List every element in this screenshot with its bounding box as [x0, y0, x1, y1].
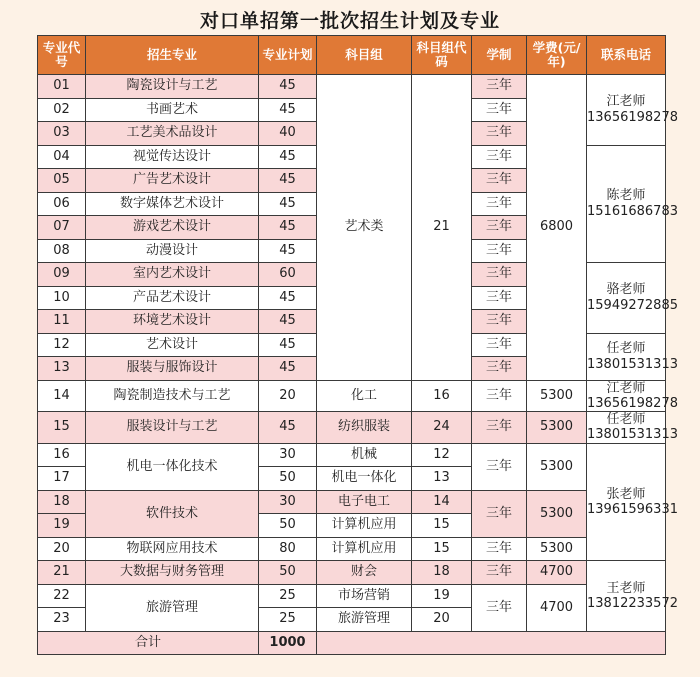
header-years: 学制: [472, 36, 527, 75]
cell-code: 09: [38, 263, 86, 287]
contact-phone: 15949272885: [587, 297, 678, 313]
cell-group: 纺织服装: [317, 412, 412, 444]
cell-major: 书画艺术: [86, 98, 259, 122]
cell-group-art: 艺术类: [317, 75, 412, 381]
contact-phone: 13801531313: [587, 356, 678, 372]
cell-contact-chen: [587, 145, 678, 263]
contact-name: 任老师: [606, 341, 646, 357]
cell-fee-art: 6800: [527, 75, 587, 381]
cell-group-code: 15: [412, 537, 472, 561]
cell-major: 陶瓷制造技术与工艺: [86, 380, 259, 412]
cell-contact-luo: [587, 263, 678, 334]
cell-code: 06: [38, 192, 86, 216]
cell-group-code: 20: [412, 608, 472, 632]
cell-fee-soft: 5300: [527, 490, 587, 537]
cell-years: 三年: [472, 537, 527, 561]
cell-code: 15: [38, 412, 86, 444]
total-row: [38, 631, 666, 655]
cell-group-code: 12: [412, 443, 472, 467]
cell-years: 三年: [472, 98, 527, 122]
cell-major: 动漫设计: [86, 239, 259, 263]
cell-major: 大数据与财务管理: [86, 561, 259, 585]
cell-plan: 25: [259, 584, 317, 608]
cell-group: 机电一体化: [317, 467, 412, 491]
cell-plan: 45: [259, 192, 317, 216]
cell-plan: 45: [259, 75, 317, 99]
contact-name: 骆老师: [606, 282, 646, 298]
cell-major: 物联网应用技术: [86, 537, 259, 561]
cell-group-code: 16: [412, 380, 472, 412]
cell-group: 财会: [317, 561, 412, 585]
cell-plan: 60: [259, 263, 317, 287]
table-row: [38, 380, 666, 412]
cell-years-tour: 三年: [472, 584, 527, 631]
cell-plan: 45: [259, 145, 317, 169]
cell-years: 三年: [472, 192, 527, 216]
cell-fee: 5300: [527, 380, 587, 412]
contact-phone: 13656198278: [587, 109, 678, 125]
cell-group-code: 19: [412, 584, 472, 608]
cell-plan: 50: [259, 561, 317, 585]
cell-code: 17: [38, 467, 86, 491]
contact-phone: 13812233572: [587, 596, 678, 612]
cell-group: 化工: [317, 380, 412, 412]
cell-contact-jiang: [587, 75, 678, 146]
cell-group-code: 24: [412, 412, 472, 444]
cell-years-soft: 三年: [472, 490, 527, 537]
cell-major-mech: 机电一体化技术: [86, 443, 259, 490]
cell-major-tour: 旅游管理: [86, 584, 259, 631]
cell-plan: 40: [259, 122, 317, 146]
cell-fee-tour: 4700: [527, 584, 587, 631]
cell-code: 18: [38, 490, 86, 514]
cell-plan: 50: [259, 514, 317, 538]
cell-major: 环境艺术设计: [86, 310, 259, 334]
cell-contact-ren: [587, 333, 678, 380]
cell-plan: 80: [259, 537, 317, 561]
header-fee: 学费(元/年): [527, 36, 587, 75]
table-row: [38, 537, 666, 561]
cell-major: 室内艺术设计: [86, 263, 259, 287]
contact-phone: 13961596331: [587, 502, 678, 518]
cell-plan: 20: [259, 380, 317, 412]
cell-code: 04: [38, 145, 86, 169]
cell-years: 三年: [472, 216, 527, 240]
contact-phone: 13801531313: [587, 427, 678, 443]
cell-code: 19: [38, 514, 86, 538]
cell-code: 05: [38, 169, 86, 193]
cell-fee-mech: 5300: [527, 443, 587, 490]
header-row: [38, 36, 666, 75]
contact-phone: 15161686783: [587, 203, 678, 219]
cell-years: 三年: [472, 561, 527, 585]
cell-group-code: 13: [412, 467, 472, 491]
cell-plan: 30: [259, 490, 317, 514]
cell-contact-wang: [587, 561, 678, 632]
total-empty: [317, 631, 666, 655]
cell-years: 三年: [472, 286, 527, 310]
header-group: 科目组: [317, 36, 412, 75]
contact-name: 陈老师: [606, 188, 646, 204]
cell-years: 三年: [472, 357, 527, 381]
cell-plan: 45: [259, 216, 317, 240]
cell-years: 三年: [472, 169, 527, 193]
table-row: [38, 443, 666, 467]
page-title: 对口单招第一批次招生计划及专业: [199, 10, 500, 32]
cell-years: 三年: [472, 75, 527, 99]
cell-years: 三年: [472, 263, 527, 287]
header-code: 专业代号: [38, 36, 86, 75]
cell-code: 11: [38, 310, 86, 334]
enrollment-plan-table: [37, 35, 678, 655]
cell-code: 21: [38, 561, 86, 585]
cell-major: 产品艺术设计: [86, 286, 259, 310]
cell-group: 市场营销: [317, 584, 412, 608]
header-contact: 联系电话: [587, 36, 666, 75]
contact-name: 王老师: [606, 580, 646, 596]
cell-major: 游戏艺术设计: [86, 216, 259, 240]
header-plan: 专业计划: [259, 36, 317, 75]
cell-code: 22: [38, 584, 86, 608]
cell-group-code-art: 21: [412, 75, 472, 381]
cell-group-code: 18: [412, 561, 472, 585]
cell-group: 计算机应用: [317, 514, 412, 538]
cell-fee: 4700: [527, 561, 587, 585]
cell-code: 08: [38, 239, 86, 263]
cell-code: 13: [38, 357, 86, 381]
cell-code: 01: [38, 75, 86, 99]
cell-contact-ren: [587, 412, 678, 444]
cell-years: 三年: [472, 310, 527, 334]
cell-code: 23: [38, 608, 86, 632]
cell-group-code: 14: [412, 490, 472, 514]
contact-phone: 13656198278: [587, 395, 678, 411]
cell-major: 陶瓷设计与工艺: [86, 75, 259, 99]
header-group-code: 科目组代码: [412, 36, 472, 75]
cell-code: 02: [38, 98, 86, 122]
cell-group-code: 15: [412, 514, 472, 538]
contact-name: 张老师: [606, 486, 646, 502]
cell-major: 工艺美术品设计: [86, 122, 259, 146]
cell-years: 三年: [472, 239, 527, 263]
total-label: 合计: [38, 631, 259, 655]
cell-years: 三年: [472, 145, 527, 169]
cell-plan: 25: [259, 608, 317, 632]
cell-plan: 45: [259, 357, 317, 381]
cell-fee: 5300: [527, 537, 587, 561]
table-row: [38, 490, 666, 514]
cell-plan: 50: [259, 467, 317, 491]
total-plan: 1000: [259, 631, 317, 655]
cell-code: 12: [38, 333, 86, 357]
cell-major: 服装与服饰设计: [86, 357, 259, 381]
table-row: [38, 412, 666, 444]
cell-plan: 45: [259, 98, 317, 122]
cell-contact-zhang: [587, 443, 678, 561]
table-row: [38, 561, 666, 585]
cell-years: 三年: [472, 412, 527, 444]
cell-major: 视觉传达设计: [86, 145, 259, 169]
cell-code: 07: [38, 216, 86, 240]
cell-code: 03: [38, 122, 86, 146]
cell-code: 10: [38, 286, 86, 310]
table-row: [38, 584, 666, 608]
cell-years-mech: 三年: [472, 443, 527, 490]
cell-plan: 45: [259, 412, 317, 444]
cell-major-soft: 软件技术: [86, 490, 259, 537]
cell-plan: 45: [259, 169, 317, 193]
cell-plan: 45: [259, 239, 317, 263]
cell-major: 艺术设计: [86, 333, 259, 357]
cell-code: 20: [38, 537, 86, 561]
cell-contact-jiang: [587, 380, 678, 412]
cell-plan: 45: [259, 333, 317, 357]
cell-major: 广告艺术设计: [86, 169, 259, 193]
cell-years: 三年: [472, 380, 527, 412]
cell-code: 16: [38, 443, 86, 467]
cell-years: 三年: [472, 333, 527, 357]
contact-name: 江老师: [606, 380, 646, 396]
cell-group: 机械: [317, 443, 412, 467]
cell-group: 计算机应用: [317, 537, 412, 561]
cell-major: 数字媒体艺术设计: [86, 192, 259, 216]
cell-plan: 45: [259, 310, 317, 334]
cell-code: 14: [38, 380, 86, 412]
cell-group: 电子电工: [317, 490, 412, 514]
cell-years: 三年: [472, 122, 527, 146]
cell-plan: 45: [259, 286, 317, 310]
cell-group: 旅游管理: [317, 608, 412, 632]
contact-name: 江老师: [606, 94, 646, 110]
header-major: 招生专业: [86, 36, 259, 75]
cell-fee: 5300: [527, 412, 587, 444]
contact-name: 任老师: [606, 412, 646, 428]
table-row: [38, 75, 666, 99]
cell-major: 服装设计与工艺: [86, 412, 259, 444]
cell-plan: 30: [259, 443, 317, 467]
